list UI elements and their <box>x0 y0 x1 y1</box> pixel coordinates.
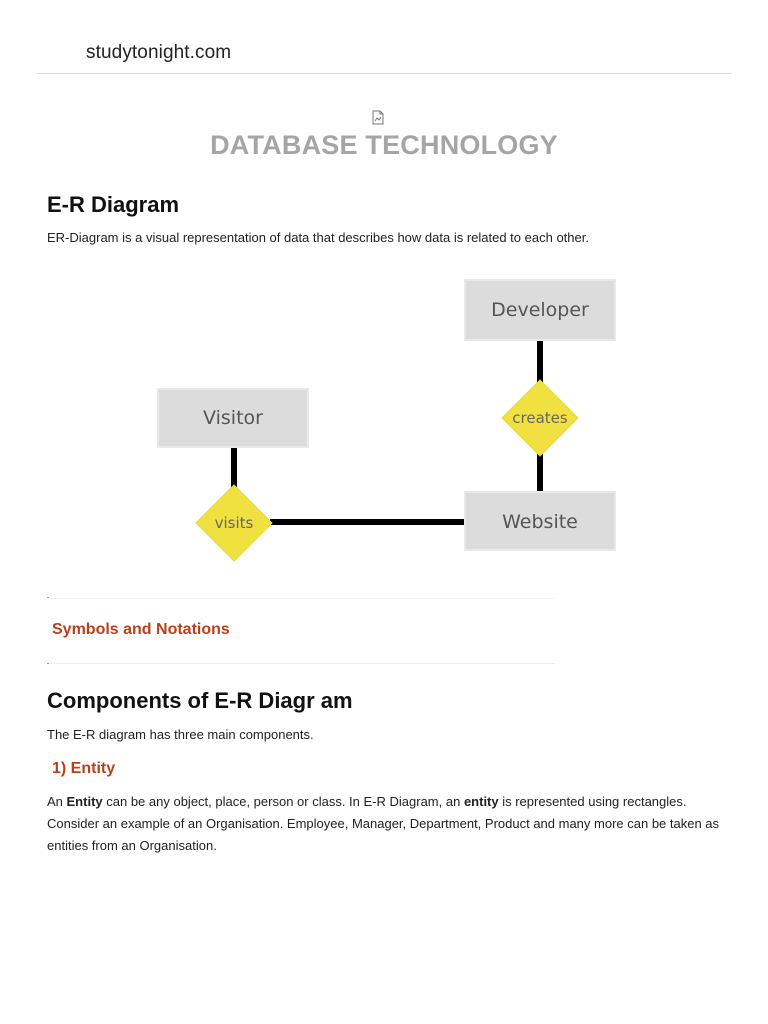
entity-p-pre: An <box>47 794 67 809</box>
divider-dot-bottom <box>47 663 49 664</box>
divider-top <box>50 598 555 599</box>
er-diagram-heading: E-R Diagram <box>47 192 180 217</box>
entity-visitor-label: Visitor <box>203 407 263 429</box>
divider-bottom <box>50 663 555 664</box>
relationship-creates <box>502 380 578 456</box>
site-name-link[interactable]: studytonight.com <box>86 42 232 63</box>
er-diagram-description: ER-Diagram is a visual representation of data that describes how data is related to each other. <box>47 230 589 245</box>
entity-p-post: is represented using rectangles. Consider an example of an Organisation. Employee, Manager, Department, Product and many more can be taken as entities from an Organisation. <box>47 794 720 853</box>
entity-developer-label: Developer <box>491 299 589 321</box>
header-divider <box>37 73 732 74</box>
relationship-creates-label: creates <box>512 409 568 427</box>
entity-website <box>465 492 615 550</box>
relationship-visits-label: visits <box>214 514 254 532</box>
divider-dot <box>47 597 49 598</box>
symbols-and-notations-link[interactable]: Symbols and Notations <box>52 621 230 638</box>
entity-bold-2: entity <box>463 794 499 809</box>
broken-image-icon <box>371 110 385 125</box>
entity-website-label: Website <box>502 511 578 533</box>
site-header <box>0 0 768 74</box>
components-heading: Components of E-R Diagr am <box>47 688 353 713</box>
entity-developer <box>465 280 615 340</box>
relationship-visits <box>196 485 272 561</box>
entity-heading: 1) Entity <box>52 760 116 777</box>
entity-bold-1: Entity <box>66 794 103 809</box>
er-diagram-image <box>150 272 630 572</box>
entity-p-mid: can be any object, place, person or class. In E-R Diagram, an <box>102 794 464 809</box>
components-intro: The E-R diagram has three main components. <box>47 727 314 742</box>
entity-paragraph <box>47 791 737 857</box>
entity-visitor <box>158 389 308 447</box>
page-title: DATABASE TECHNOLOGY <box>210 130 558 160</box>
